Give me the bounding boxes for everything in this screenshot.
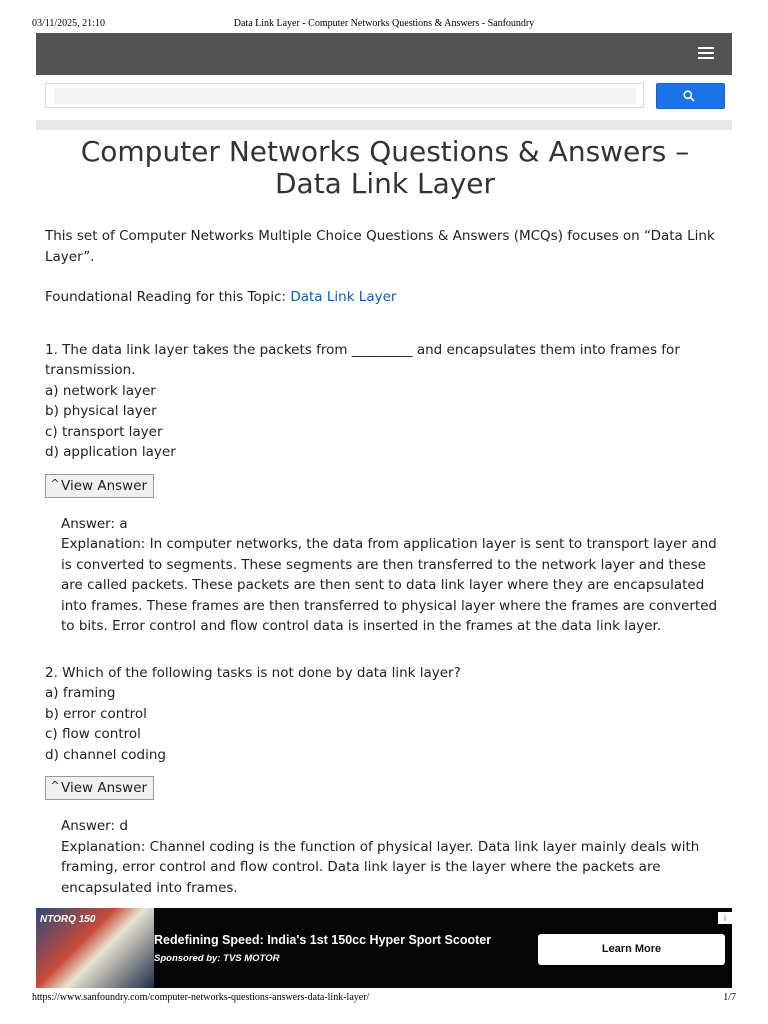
search-icon <box>683 90 695 102</box>
search-input[interactable] <box>54 88 636 104</box>
print-date: 03/11/2025, 21:10 <box>32 18 105 29</box>
option-c: c) flow control <box>45 726 141 742</box>
article <box>45 136 725 924</box>
question-text: 2. Which of the following tasks is not done by data link layer? <box>45 664 461 681</box>
learn-more-button[interactable]: Learn More <box>538 934 725 965</box>
intro-paragraph: This set of Computer Networks Multiple Choice Questions & Answers (MCQs) focuses on “Data Link Layer”. <box>45 228 715 265</box>
answer-panel <box>61 816 725 898</box>
print-page-number: 1/7 <box>723 992 736 1003</box>
ad-banner[interactable] <box>36 908 732 988</box>
view-answer-label: View Answer <box>61 477 148 494</box>
chevron-up-icon: ^ <box>50 476 60 490</box>
ad-sponsor: Sponsored by: TVS MOTOR <box>154 953 280 964</box>
view-answer-label: View Answer <box>61 780 148 796</box>
explanation-text: Explanation: Channel coding is the function of physical layer. Data link layer mainly deals with framing, error control and flow control. Data link layer is the layer where the packets are encapsulated into frames. <box>61 838 700 896</box>
chevron-up-icon: ^ <box>50 779 60 792</box>
print-header <box>0 14 768 32</box>
divider <box>36 120 732 130</box>
option-c: c) transport layer <box>45 423 163 440</box>
view-answer-button[interactable] <box>45 776 154 800</box>
answer-text: Answer: d <box>61 818 128 834</box>
foundation-link[interactable]: Data Link Layer <box>290 289 397 305</box>
question-2 <box>45 663 725 899</box>
print-page-title: Data Link Layer - Computer Networks Questions & Answers - Sanfoundry <box>233 18 535 29</box>
option-a: a) framing <box>45 685 116 701</box>
search-button[interactable] <box>656 83 725 109</box>
option-b: b) physical layer <box>45 403 157 419</box>
question-1 <box>45 340 725 637</box>
option-d: d) channel coding <box>45 746 166 763</box>
ad-image[interactable] <box>36 908 154 988</box>
page-title-line1: Computer Networks Questions & Answers – <box>80 135 690 168</box>
foundation-paragraph <box>45 287 725 308</box>
question-text: 1. The data link layer takes the packets from _________ and encapsulates them into frames for transmission. <box>45 341 680 378</box>
page-title-line2: Data Link Layer <box>274 167 496 200</box>
option-a: a) network layer <box>45 382 156 399</box>
view-answer-button[interactable] <box>45 474 154 498</box>
hamburger-menu-icon[interactable] <box>698 47 714 61</box>
print-footer <box>0 992 768 1006</box>
answer-panel <box>61 514 725 637</box>
search-bar <box>36 77 732 117</box>
option-b: b) error control <box>45 705 147 722</box>
page-title <box>45 136 725 200</box>
foundation-label: Foundational Reading for this Topic: <box>45 289 291 305</box>
option-d: d) application layer <box>45 444 176 460</box>
explanation-text: Explanation: In computer networks, the data from application layer is sent to transport layer and is converted to segments. These segments are then transferred to the network layer and these are called packets. These packets are then sent to data link layer where they are encapsulated into frames. These frames are then transferred to physical layer where the frames are converted to bits. Error control and flow control data is inserted in the frames at the data link layer. <box>61 536 718 634</box>
search-field[interactable] <box>45 83 644 108</box>
site-header-bar <box>36 33 732 75</box>
ad-image-text: NTORQ 150 <box>40 914 96 925</box>
ad-info-icon[interactable]: i <box>718 912 732 924</box>
answer-text: Answer: a <box>61 515 128 532</box>
print-url: https://www.sanfoundry.com/computer-networks-questions-answers-data-link-layer/ <box>32 992 370 1003</box>
ad-headline[interactable]: Redefining Speed: India's 1st 150cc Hyper Sport Scooter <box>154 933 492 947</box>
